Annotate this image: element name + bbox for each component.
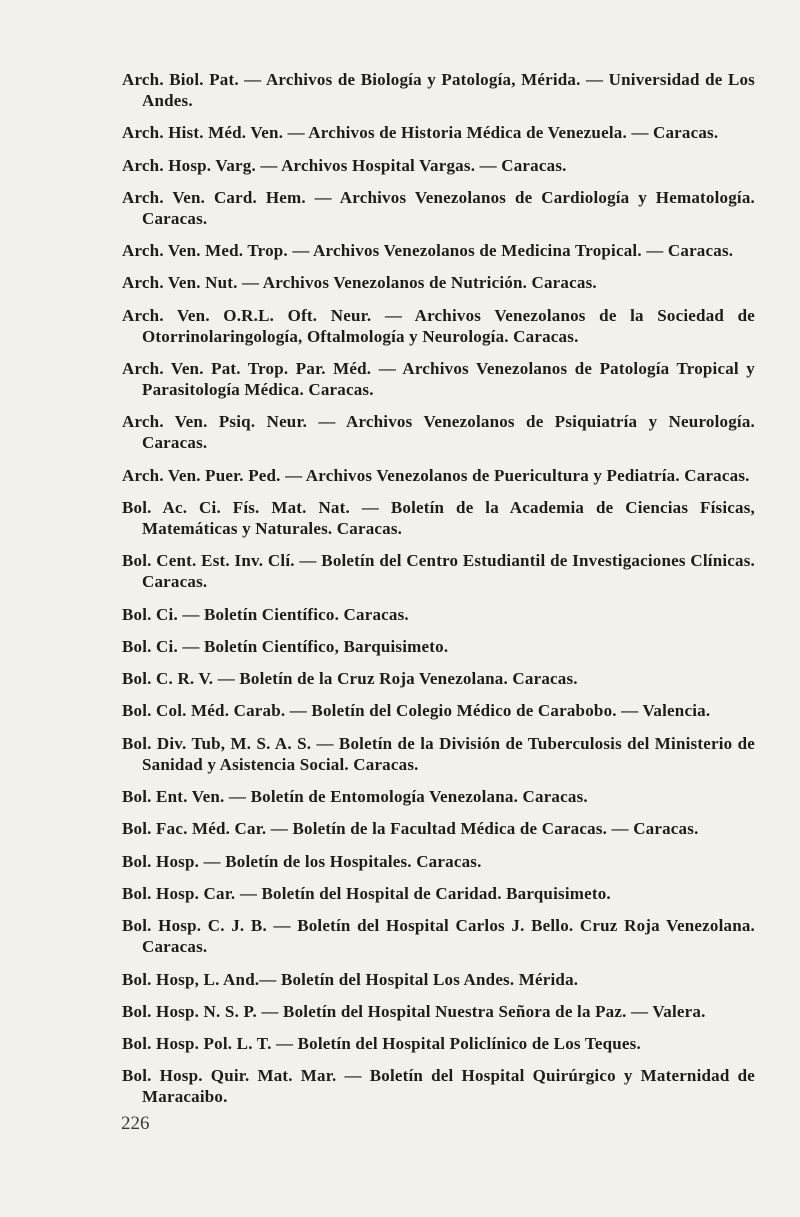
list-item: Bol. Hosp. Quir. Mat. Mar. — Boletín del Hospital Quirúrgico y Maternidad de Maracaibo. [122, 1066, 755, 1107]
list-item: Bol. Hosp. Pol. L. T. — Boletín del Hospital Policlínico de Los Teques. [122, 1034, 641, 1054]
list-item: Bol. Ac. Ci. Fís. Mat. Nat. — Boletín de la Academia de Ciencias Físicas, Matemáticas y Naturales. Caracas. [122, 497, 755, 538]
list-item: Arch. Ven. Psiq. Neur. — Archivos Venezolanos de Psiquiatría y Neurología. Caracas. [122, 412, 755, 453]
list-item: Bol. Col. Méd. Carab. — Boletín del Colegio Médico de Carabobo. — Valencia. [122, 701, 711, 721]
list-item: Bol. Hosp, L. And.— Boletín del Hospital Los Andes. Mérida. [122, 969, 579, 989]
list-item: Bol. Cent. Est. Inv. Clí. — Boletín del Centro Estudiantil de Investigaciones Clínicas. Caracas. [122, 551, 755, 592]
page-number: 226 [121, 1113, 150, 1134]
list-item: Arch. Ven. Card. Hem. — Archivos Venezolanos de Cardiología y Hematología. Caracas. [122, 187, 755, 228]
list-item: Arch. Ven. Pat. Trop. Par. Méd. — Archivos Venezolanos de Patología Tropical y Parasitología Médica. Caracas. [122, 359, 755, 400]
list-item: Bol. Fac. Méd. Car. — Boletín de la Facultad Médica de Caracas. — Caracas. [122, 819, 699, 839]
list-item: Bol. Hosp. C. J. B. — Boletín del Hospital Carlos J. Bello. Cruz Roja Venezolana. Caracas. [122, 916, 755, 957]
list-item: Bol. C. R. V. — Boletín de la Cruz Roja Venezolana. Caracas. [122, 669, 578, 689]
list-item: Bol. Hosp. — Boletín de los Hospitales. Caracas. [122, 851, 482, 871]
list-item: Bol. Ent. Ven. — Boletín de Entomología Venezolana. Caracas. [122, 787, 588, 807]
list-item: Arch. Ven. O.R.L. Oft. Neur. — Archivos Venezolanos de la Sociedad de Otorrinolaringología, Oftalmología y Neurología. Caracas. [122, 305, 755, 346]
list-item: Bol. Ci. — Boletín Científico. Caracas. [122, 604, 409, 624]
list-item: Bol. Div. Tub, M. S. A. S. — Boletín de la División de Tuberculosis del Ministerio de Sanidad y Asistencia Social. Caracas. [122, 733, 755, 774]
list-item: Arch. Ven. Nut. — Archivos Venezolanos de Nutrición. Caracas. [122, 273, 597, 293]
list-item: Bol. Hosp. N. S. P. — Boletín del Hospital Nuestra Señora de la Paz. — Valera. [122, 1001, 706, 1021]
list-item: Bol. Ci. — Boletín Científico, Barquisimeto. [122, 636, 449, 656]
list-item: Arch. Ven. Med. Trop. — Archivos Venezolanos de Medicina Tropical. — Caracas. [122, 241, 734, 261]
list-item: Arch. Hist. Méd. Ven. — Archivos de Historia Médica de Venezuela. — Caracas. [122, 123, 719, 143]
list-item: Bol. Hosp. Car. — Boletín del Hospital de Caridad. Barquisimeto. [122, 883, 611, 903]
list-item: Arch. Hosp. Varg. — Archivos Hospital Vargas. — Caracas. [122, 155, 567, 175]
list-item: Arch. Ven. Puer. Ped. — Archivos Venezolanos de Puericultura y Pediatría. Caracas. [122, 465, 750, 485]
list-item: Arch. Biol. Pat. — Archivos de Biología y Patología, Mérida. — Universidad de Los Andes. [122, 70, 755, 110]
abbreviation-list [122, 69, 755, 1119]
